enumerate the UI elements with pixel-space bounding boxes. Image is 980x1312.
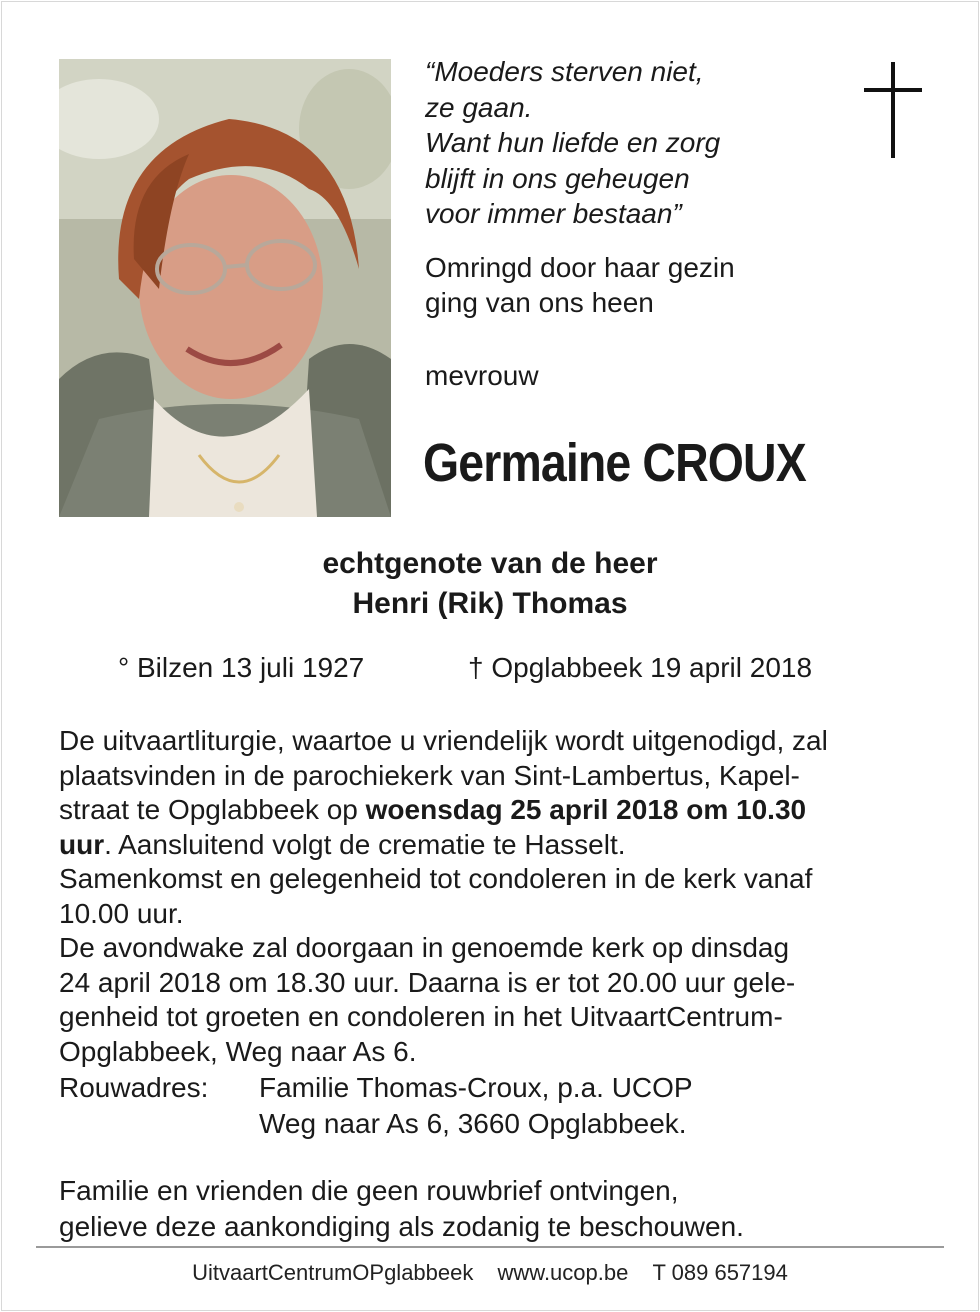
surrounded-line: Omringd door haar gezin xyxy=(425,252,735,283)
address-line: Weg naar As 6, 3660 Opglabbeek. xyxy=(259,1108,687,1139)
footer-divider xyxy=(36,1246,944,1248)
body-line: genheid tot groeten en condoleren in het UitvaartCentrum- xyxy=(59,1001,783,1032)
address-label: Rouwadres: xyxy=(59,1072,209,1103)
death-info: † Opglabbeek 19 april 2018 xyxy=(468,652,813,683)
body-line: 24 april 2018 om 18.30 uur. Daarna is er tot 20.00 uur gele- xyxy=(59,966,796,998)
body-line xyxy=(59,793,919,828)
closing-note xyxy=(59,1173,744,1245)
birth-info: ° Bilzen 13 juli 1927 xyxy=(118,652,365,683)
surrounded-line: ging van ons heen xyxy=(425,287,654,318)
footer xyxy=(0,1258,980,1288)
body-line: plaatsvinden in de parochiekerk van Sint-Lambertus, Kapel- xyxy=(59,759,800,791)
cross-icon xyxy=(864,62,922,158)
address-line: Familie Thomas-Croux, p.a. UCOP xyxy=(259,1072,693,1103)
body-line: Samenkomst en gelegenheid tot condoleren in de kerk vanaf xyxy=(59,863,813,894)
body-line: Opglabbeek, Weg naar As 6. xyxy=(59,1035,417,1067)
funeral-date-bold: woensdag 25 april 2018 om 10.30 xyxy=(365,794,807,825)
body-line: De avondwake zal doorgaan in genoemde kerk op dinsdag xyxy=(59,932,790,963)
closing-line: Familie en vrienden die geen rouwbrief ontvingen, xyxy=(59,1175,679,1206)
footer-company: UitvaartCentrumOPglabbeek xyxy=(192,1260,474,1285)
footer-website-link[interactable]: www.ucop.be xyxy=(497,1260,629,1285)
body-line xyxy=(59,828,919,863)
spouse-line: echtgenote van de heer xyxy=(322,547,658,580)
funeral-time-bold: uur xyxy=(59,828,105,860)
portrait-photo xyxy=(59,59,391,517)
poem-line: voor immer bestaan” xyxy=(425,198,682,229)
closing-line: gelieve deze aankondiging als zodanig te beschouwen. xyxy=(59,1211,744,1242)
body-text-span: . Aansluitend volgt de crematie te Hasselt. xyxy=(104,828,626,860)
deceased-name: Germaine CROUX xyxy=(423,433,806,493)
poem-line: “Moeders sterven niet, xyxy=(425,56,704,87)
poem-quote xyxy=(425,54,845,232)
poem-line: ze gaan. xyxy=(425,91,533,123)
body-line: De uitvaartliturgie, waartoe u vriendelijk wordt uitgenodigd, zal xyxy=(59,725,828,756)
poem-line: blijft in ons geheugen xyxy=(425,162,690,194)
title-word: mevrouw xyxy=(425,360,539,391)
funeral-details xyxy=(59,724,919,1069)
poem-line: Want hun liefde en zorg xyxy=(425,127,721,158)
spouse-name: Henri (Rik) Thomas xyxy=(352,587,628,620)
body-line: 10.00 uur. xyxy=(59,897,184,929)
footer-phone: T 089 657194 xyxy=(652,1260,788,1285)
body-text-span: straat te Opglabbeek op xyxy=(59,794,366,825)
surrounded-text xyxy=(425,250,735,320)
